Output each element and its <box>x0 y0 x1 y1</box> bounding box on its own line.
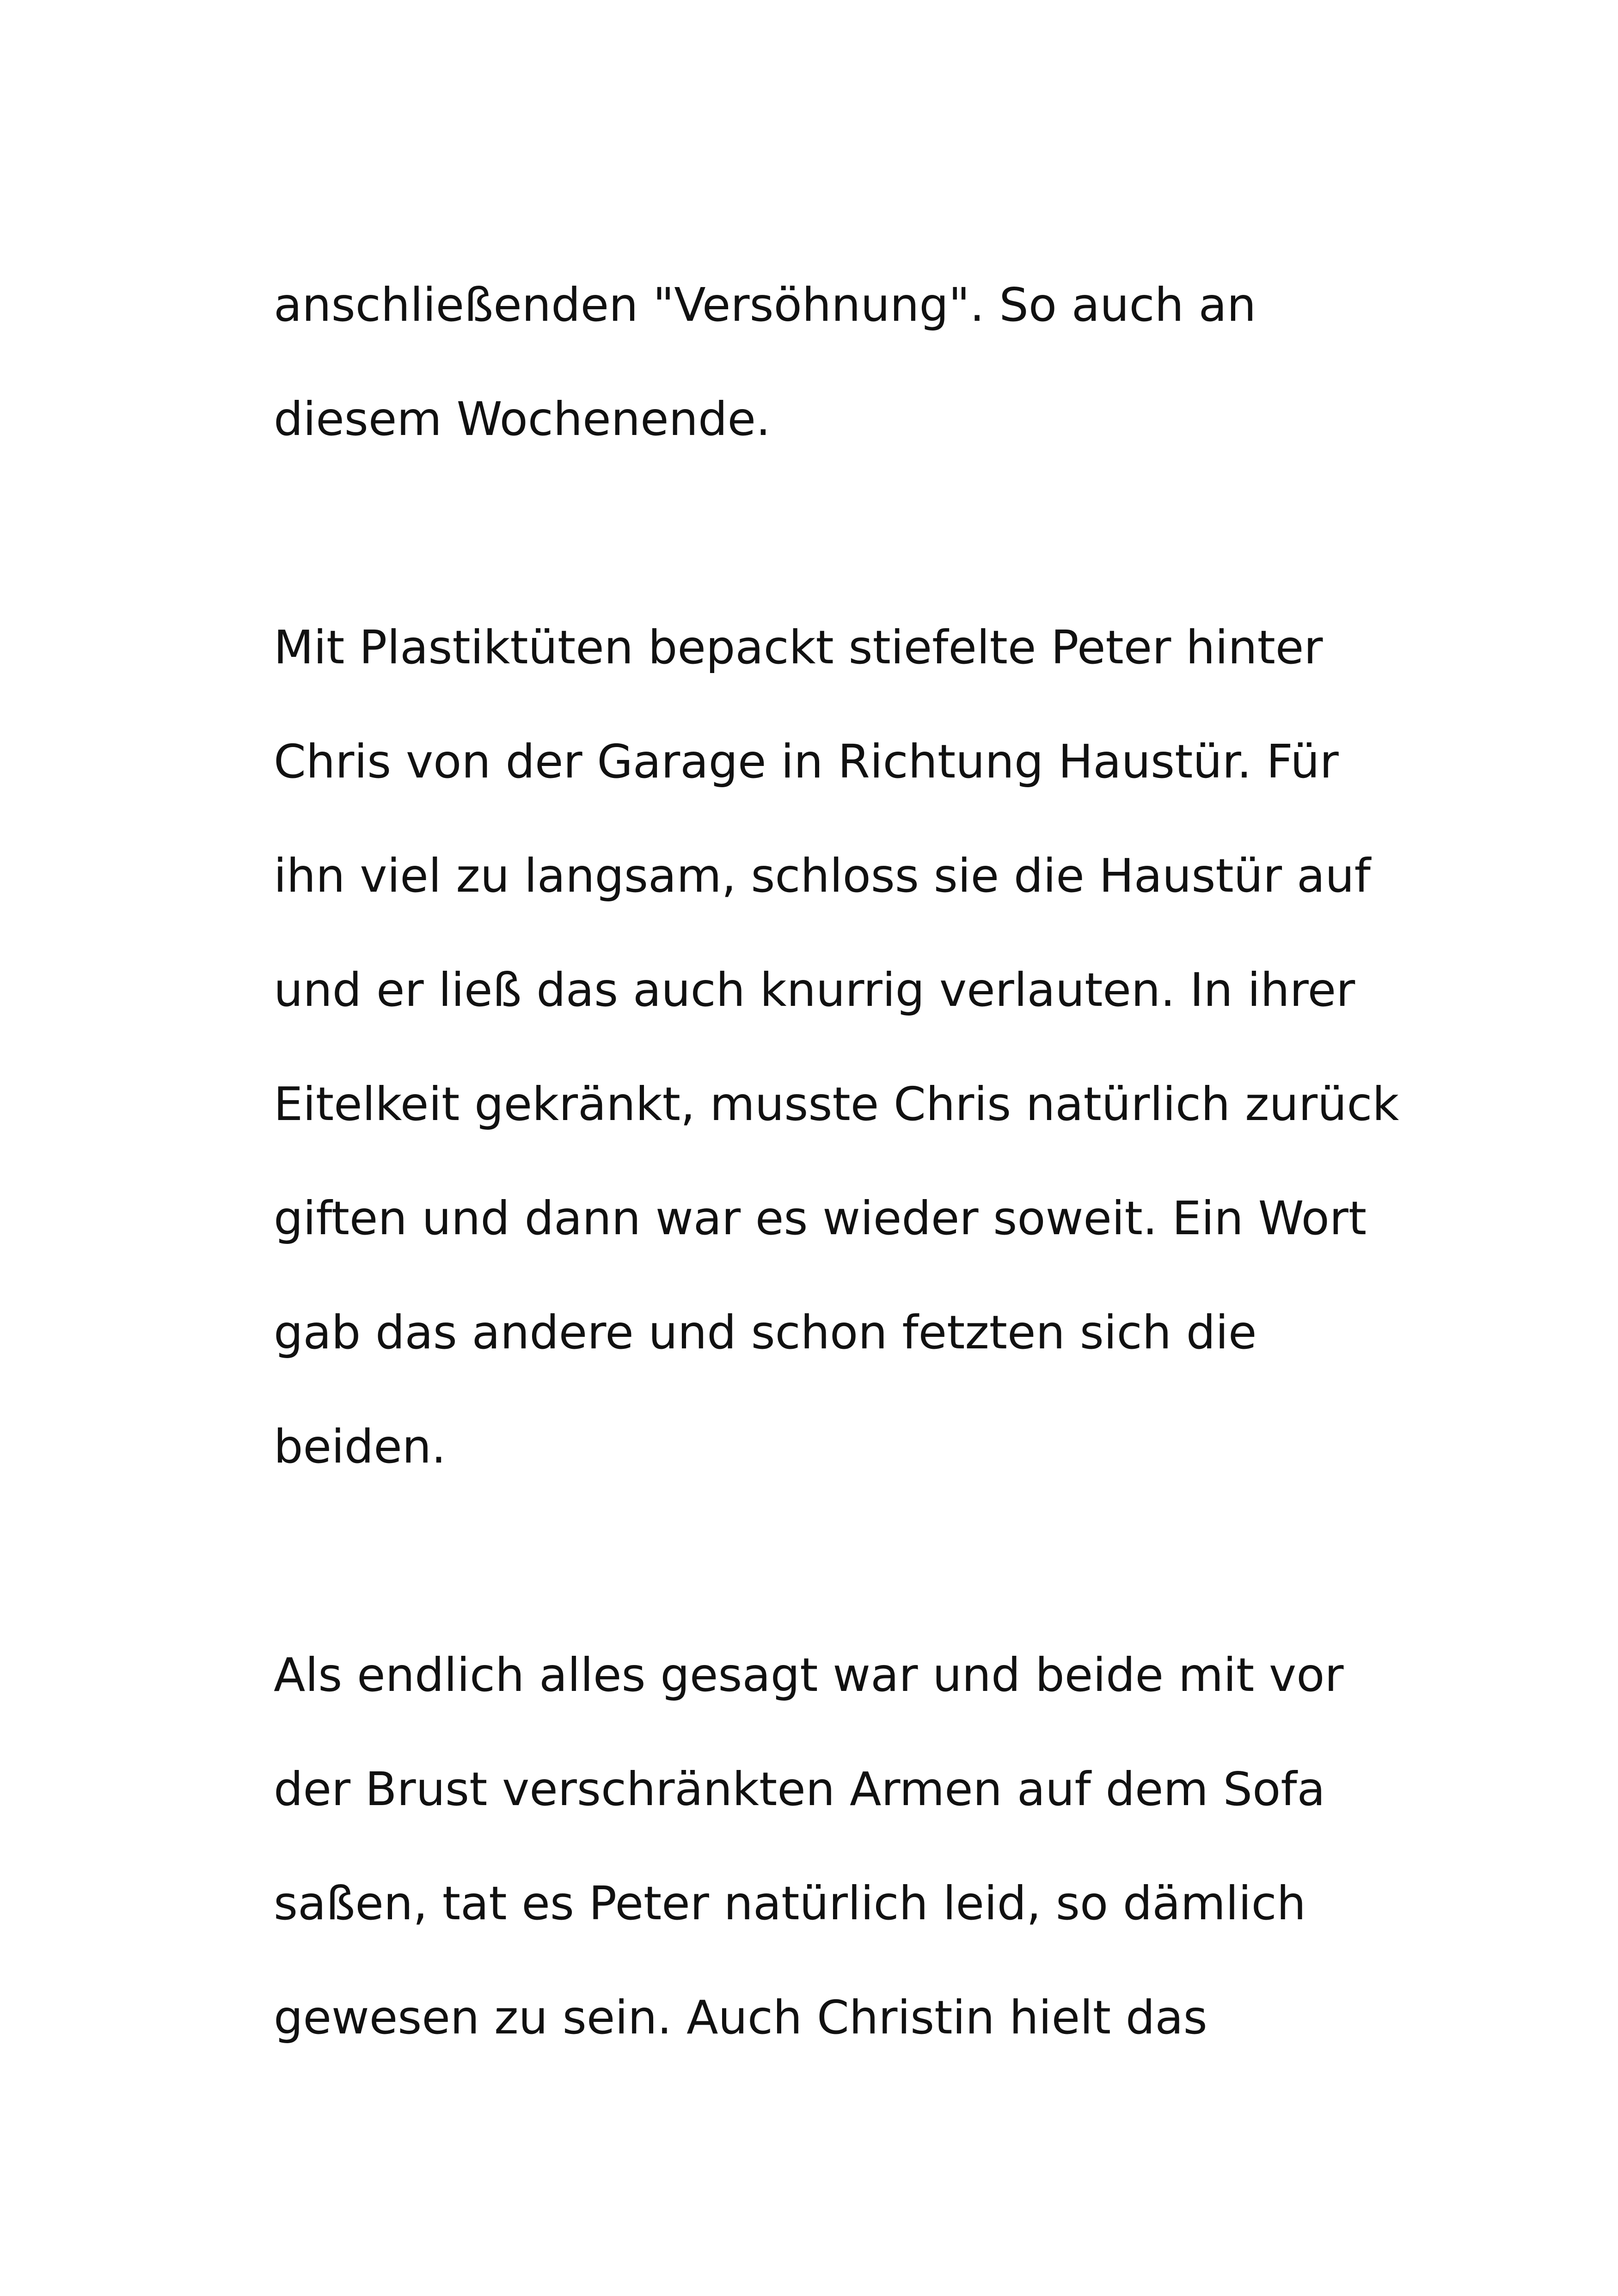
paragraph <box>274 611 1399 1524</box>
paragraph-gap <box>274 496 1365 611</box>
body-text <box>274 268 1399 2095</box>
text-line: gewesen zu sein. Auch Christin hielt das <box>274 1990 1207 2045</box>
paragraph <box>274 1638 1365 2095</box>
text-line: giften und dann war es wieder soweit. Ein Wort <box>274 1191 1367 1245</box>
text-line: anschließenden "Versöhnung". So auch an <box>274 278 1256 332</box>
text-line: Mit Plastiktüten bepackt stiefelte Peter hinter <box>274 620 1323 674</box>
text-line: und er ließ das auch knurrig verlauten. In ihrer <box>274 963 1355 1017</box>
text-line: gab das andere und schon fetzten sich die <box>274 1305 1257 1359</box>
text-line: Als endlich alles gesagt war und beide mit vor <box>274 1648 1344 1702</box>
text-line: ihn viel zu langsam, schloss sie die Haustür auf <box>274 849 1371 903</box>
text-line: saßen, tat es Peter natürlich leid, so dämlich <box>274 1876 1306 1930</box>
text-line: Chris von der Garage in Richtung Haustür. Für <box>274 735 1339 789</box>
text-line: diesem Wochenende. <box>274 392 771 446</box>
text-line: Eitelkeit gekränkt, musste Chris natürlich zurück <box>274 1077 1399 1131</box>
paragraph <box>274 268 1365 496</box>
paragraph-gap <box>274 1524 1365 1638</box>
text-line: der Brust verschränkten Armen auf dem Sofa <box>274 1762 1325 1816</box>
text-line: beiden. <box>274 1420 446 1474</box>
